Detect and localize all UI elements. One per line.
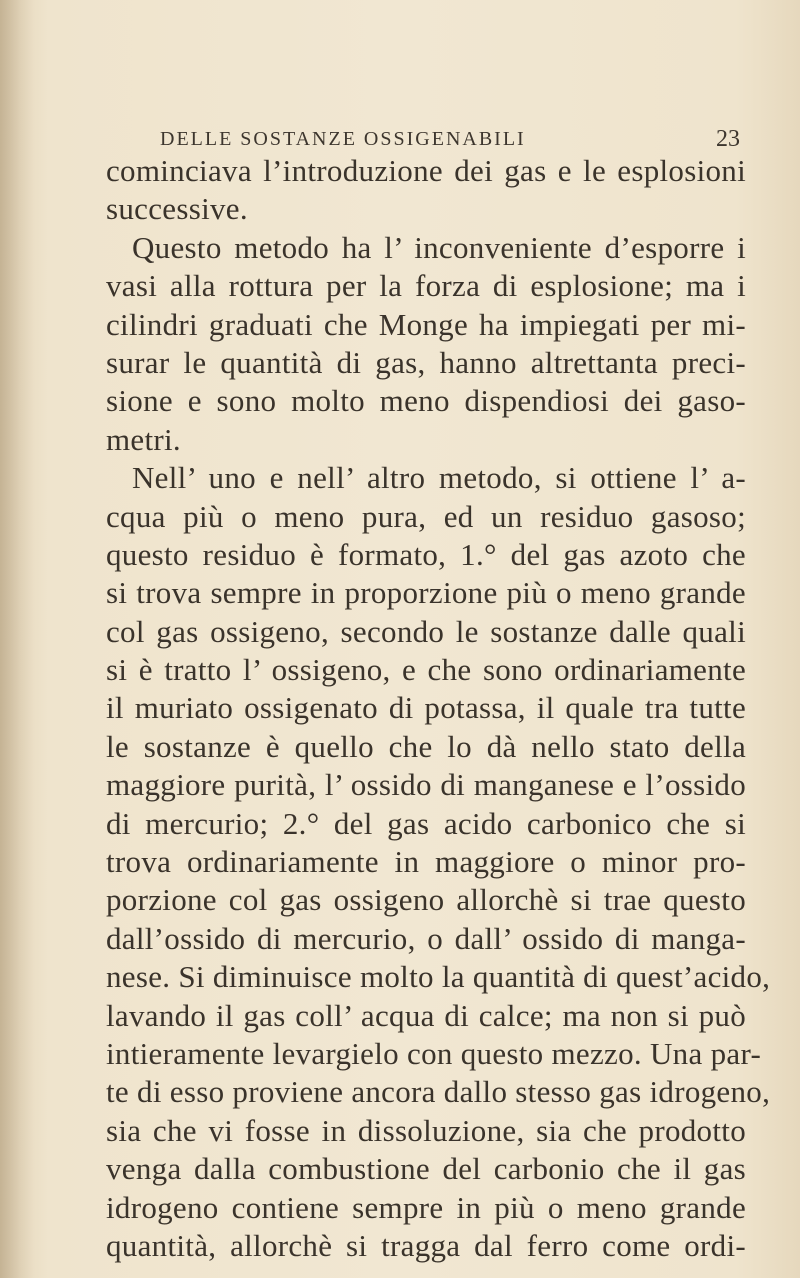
text-line: questo residuo è formato, 1.° del gas azoto che (106, 536, 746, 572)
text-line: cominciava l’introduzione dei gas e le esplosioni (106, 153, 746, 188)
text-line: Questo metodo ha l’ inconveniente d’esporre i (132, 229, 746, 265)
text-line: nese. Si diminuisce molto la quantità di quest’acido, (106, 959, 771, 995)
text-line: lavando il gas coll’ acqua di calce; ma non si può (106, 997, 746, 1033)
text-line: le sostanze è quello che lo dà nello stato della (106, 728, 746, 764)
text-line: il muriato ossigenato di potassa, il quale tra tutte (106, 690, 746, 726)
text-line: si è tratto l’ ossigeno, e che sono ordinariamente (106, 652, 746, 688)
text-line: maggiore purità, l’ ossido di manganese e l’ossido (106, 767, 746, 803)
text-line: dall’ossido di mercurio, o dall’ ossido di manga- (106, 920, 746, 956)
body-text (106, 152, 771, 1265)
text-line: te di esso proviene ancora dallo stesso gas idrogeno, (106, 1074, 771, 1110)
text-line: col gas ossigeno, secondo le sostanze dalle quali (106, 613, 746, 649)
text-line: cilindri graduati che Monge ha impiegati per mi- (106, 306, 746, 342)
text-line: intieramente levargielo con questo mezzo. Una par- (106, 1035, 762, 1071)
text-line: Nell’ uno e nell’ altro metodo, si ottiene l’ a- (132, 460, 746, 496)
running-title: DELLE SOSTANZE OSSIGENABILI (160, 128, 526, 150)
text-line: surar le quantità di gas, hanno altrettanta preci- (106, 344, 746, 380)
text-line: si trova sempre in proporzione più o meno grande (106, 575, 746, 611)
text-line: porzione col gas ossigeno allorchè si trae questo (106, 882, 746, 918)
text-line: quantità, allorchè si tragga dal ferro come ordi- (106, 1227, 746, 1263)
text-line: trova ordinariamente in maggiore o minor pro- (106, 844, 746, 880)
text-line: venga dalla combustione del carbonio che il gas (106, 1151, 746, 1187)
text-line: sia che vi fosse in dissoluzione, sia che prodotto (106, 1112, 746, 1148)
text-line: vasi alla rottura per la forza di esplosione; ma i (106, 268, 746, 304)
text-line: di mercurio; 2.° del gas acido carbonico che si (106, 805, 746, 841)
text-line: metri. (106, 421, 181, 457)
page-gutter-shadow (0, 0, 34, 1278)
text-line: successive. (106, 191, 248, 227)
text-line: idrogeno contiene sempre in più o meno grande (106, 1189, 746, 1225)
text-line: sione e sono molto meno dispendiosi dei gaso- (106, 383, 746, 419)
page-number: 23 (716, 126, 740, 152)
text-line: cqua più o meno pura, ed un residuo gasoso; (106, 498, 746, 534)
